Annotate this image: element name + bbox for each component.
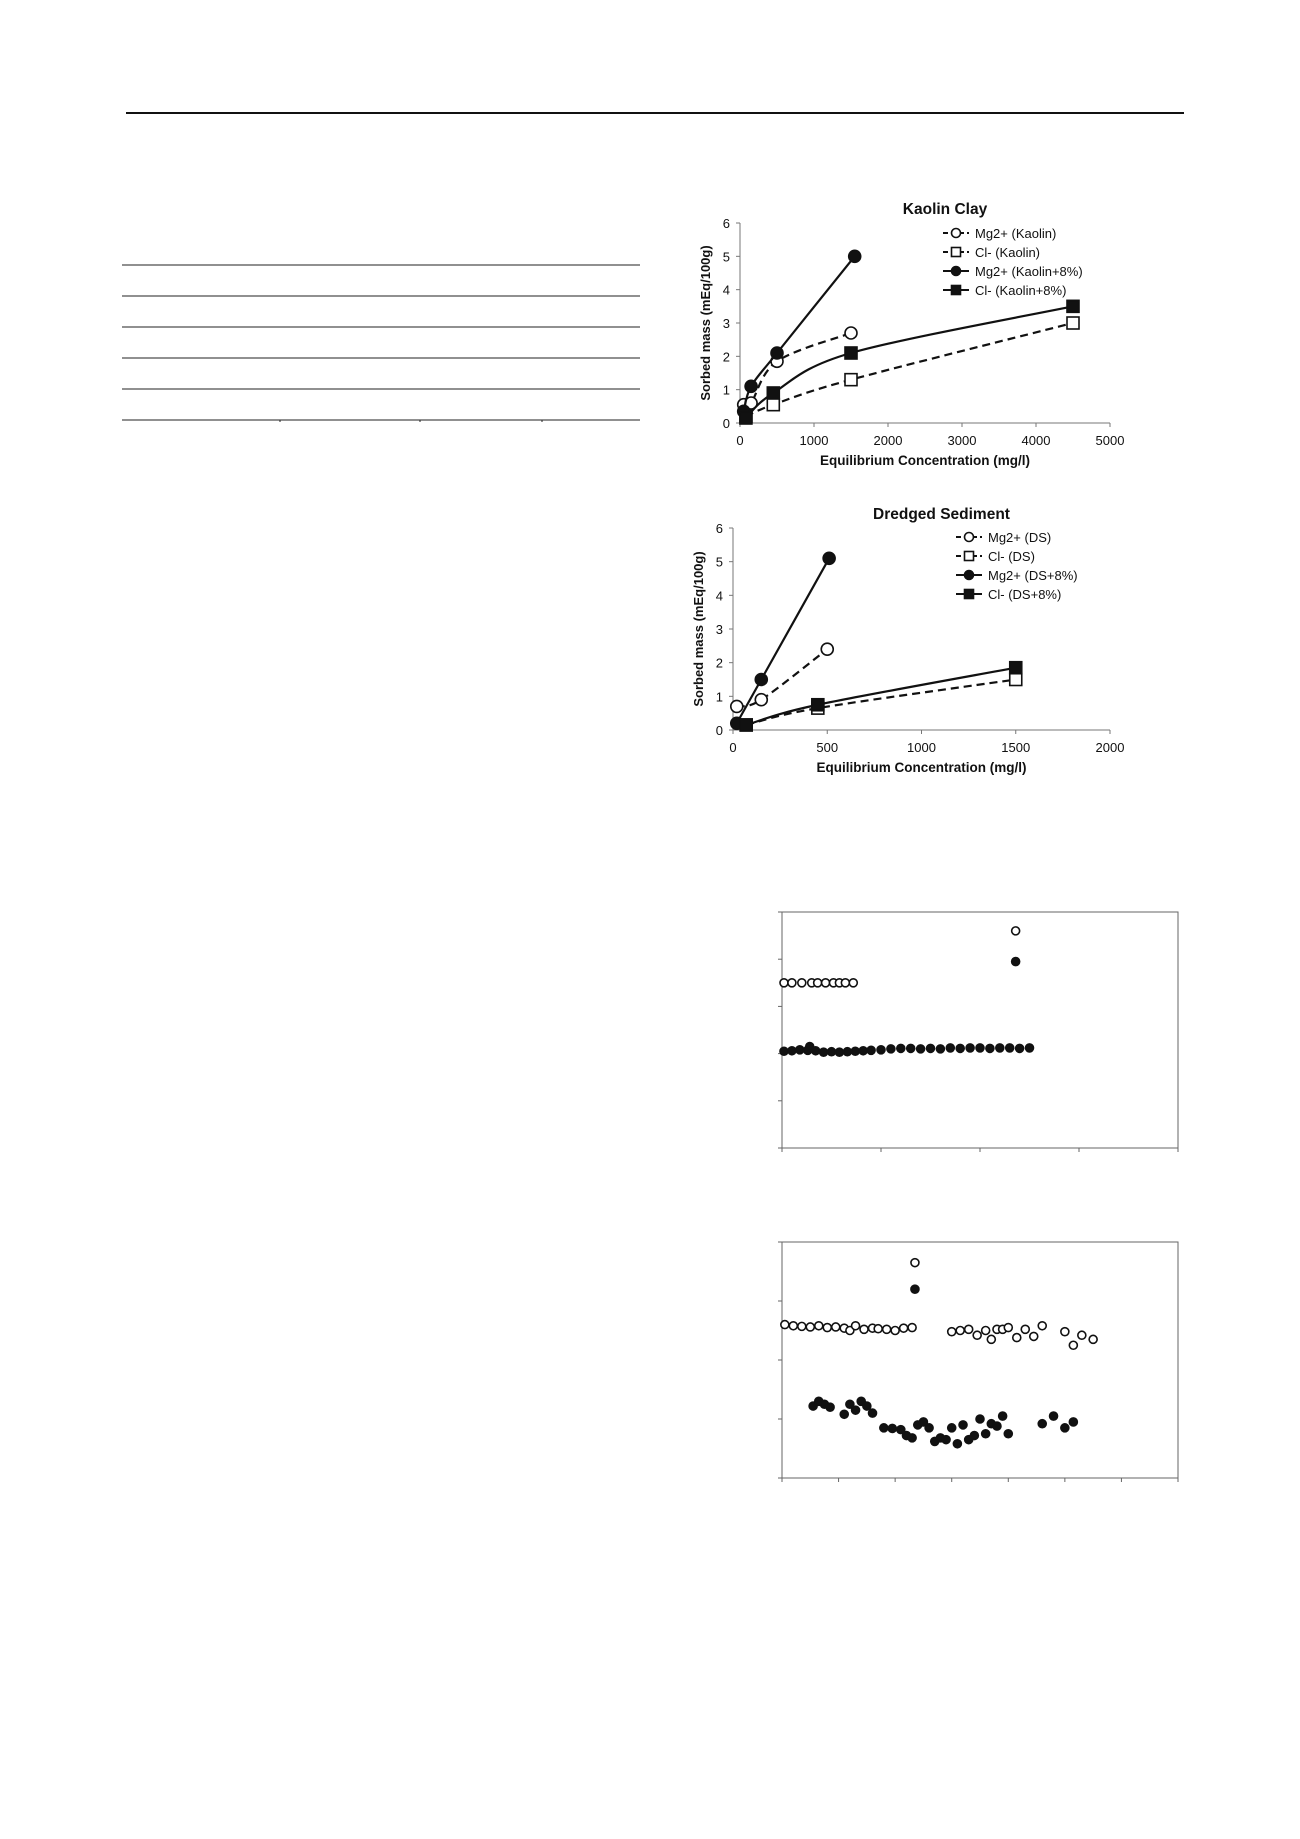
data-point-s2-3 (849, 250, 861, 262)
scatter-point-s0-17 (911, 1259, 919, 1267)
legend-label: Cl- (DS+8%) (988, 587, 1062, 602)
data-point-s3-3 (1067, 300, 1079, 312)
scatter-point-s0-22 (982, 1327, 990, 1335)
scatter-point-s0-14 (891, 1327, 899, 1335)
data-point-s3-1 (767, 387, 779, 399)
scatter-point-s0-28 (1021, 1325, 1029, 1333)
x-tick-label: 1000 (907, 740, 936, 755)
scatter-point-s0-12 (874, 1325, 882, 1333)
scatter-point-s1-22 (966, 1044, 974, 1052)
scatter-point-s1-15 (897, 1044, 905, 1052)
legend-swatch-marker (965, 590, 974, 599)
scatter-point-s0-33 (1078, 1331, 1086, 1339)
scatter-point-s0-5 (823, 1324, 831, 1332)
legend-label: Cl- (DS) (988, 549, 1035, 564)
scatter-point-s0-15 (900, 1324, 908, 1332)
data-point-s1-3 (1067, 317, 1079, 329)
data-point-s1-1 (767, 399, 779, 411)
scatter-point-s1-33 (1038, 1420, 1046, 1428)
series-line-2 (744, 256, 855, 411)
scatter-point-s0-4 (814, 979, 822, 987)
data-point-s0-2 (821, 643, 833, 655)
data-point-s3-0 (740, 719, 752, 731)
scatter-point-s1-29 (1026, 1044, 1034, 1052)
scatter-point-s1-18 (927, 1044, 935, 1052)
scatter-point-s1-27 (1012, 958, 1020, 966)
table-rule-lines (122, 263, 640, 423)
scatter-point-s0-10 (860, 1325, 868, 1333)
x-tick-label: 2000 (1095, 740, 1125, 755)
scatter-point-s0-5 (822, 979, 830, 987)
scatter-point-s1-23 (959, 1421, 967, 1429)
scatter-point-s1-17 (925, 1424, 933, 1432)
scatter-point-s0-20 (965, 1325, 973, 1333)
legend-label: Mg2+ (Kaolin+8%) (975, 264, 1083, 279)
scatter-point-s1-13 (877, 1046, 885, 1054)
scatter-point-s0-9 (852, 1322, 860, 1330)
scatter-point-s1-14 (908, 1434, 916, 1442)
legend-swatch-marker (952, 248, 961, 257)
y-tick-label: 1 (715, 689, 723, 705)
scatter-point-s0-27 (1013, 1334, 1021, 1342)
legend-swatch-marker (965, 571, 974, 580)
scatter-point-s1-4 (840, 1410, 848, 1418)
scatter-point-s1-27 (982, 1430, 990, 1438)
scatter-point-s1-21 (948, 1424, 956, 1432)
legend-label: Mg2+ (Kaolin) (975, 226, 1057, 241)
data-point-s1-2 (845, 374, 857, 386)
scatter-point-s0-34 (1089, 1335, 1097, 1343)
scatter-point-s1-0 (780, 1047, 788, 1055)
data-point-s0-1 (755, 694, 767, 706)
scatter-point-s0-9 (849, 979, 857, 987)
legend-swatch-marker (952, 286, 961, 295)
x-tick-label: 4000 (1021, 433, 1051, 448)
data-point-s3-2 (845, 347, 857, 359)
scatter-point-s1-19 (936, 1045, 944, 1053)
data-point-s2-1 (755, 674, 767, 686)
scatter-point-s0-30 (1038, 1322, 1046, 1330)
scatter-point-s0-0 (781, 1321, 789, 1329)
y-tick-label: 3 (715, 622, 723, 637)
scatter-point-s1-6 (820, 1048, 828, 1056)
y-tick-label: 6 (715, 521, 723, 536)
scatter-point-s1-9 (869, 1409, 877, 1417)
scatter-point-s1-11 (859, 1047, 867, 1055)
scatter-point-s1-21 (956, 1044, 964, 1052)
scatter-point-s1-2 (796, 1046, 804, 1054)
scatter-point-s0-21 (973, 1331, 981, 1339)
x-tick-label: 0 (729, 740, 737, 755)
scatter-point-s1-1 (788, 1047, 796, 1055)
scatter-point-s0-23 (987, 1335, 995, 1343)
legend-label: Cl- (Kaolin+8%) (975, 283, 1067, 298)
scatter-point-s1-20 (946, 1044, 954, 1052)
scatter-point-s1-12 (867, 1046, 875, 1054)
data-point-s3-2 (1010, 662, 1022, 674)
y-tick-label: 6 (722, 216, 730, 231)
x-tick-label: 5000 (1095, 433, 1125, 448)
x-tick-label: 1500 (1001, 740, 1031, 755)
scatter-point-s0-10 (1012, 927, 1020, 935)
legend-label: Mg2+ (DS+8%) (988, 568, 1078, 583)
x-tick-label: 500 (816, 740, 839, 755)
scatter-point-s1-26 (976, 1415, 984, 1423)
scatter-point-s1-16 (907, 1044, 915, 1052)
scatter-point-s0-26 (1004, 1324, 1012, 1332)
scatter-point-s1-35 (1061, 1424, 1069, 1432)
y-tick-label: 2 (715, 655, 723, 671)
scatter-point-s1-17 (917, 1045, 925, 1053)
legend-swatch-marker (965, 533, 974, 542)
y-axis-label: Sorbed mass (mEq/100g) (698, 245, 713, 401)
scatter-point-s1-9 (843, 1048, 851, 1056)
scatter-point-s1-3 (826, 1403, 834, 1411)
plot-frame (782, 912, 1178, 1148)
data-point-s0-3 (845, 327, 857, 339)
scatter-point-s1-23 (976, 1044, 984, 1052)
x-tick-label: 0 (736, 433, 744, 448)
scatter-point-s0-3 (806, 1323, 814, 1331)
data-point-s2-2 (771, 347, 783, 359)
y-tick-label: 4 (715, 588, 723, 604)
scatter-point-s1-14 (887, 1045, 895, 1053)
scatter-point-s0-1 (788, 979, 796, 987)
scatter-point-s1-29 (993, 1422, 1001, 1430)
scatter-point-s1-10 (880, 1424, 888, 1432)
x-tick-label: 1000 (799, 433, 829, 448)
scatter-point-s0-29 (1030, 1332, 1038, 1340)
legend-label: Cl- (Kaolin) (975, 245, 1041, 260)
scatter-point-s1-36 (1069, 1418, 1077, 1426)
scatter-point-s0-19 (956, 1327, 964, 1335)
x-tick-label: 2000 (873, 433, 903, 448)
y-tick-label: 0 (715, 723, 723, 738)
data-point-s3-0 (740, 412, 752, 424)
dredged-sediment-chart (688, 495, 1128, 785)
scatter-point-s1-28 (1016, 1044, 1024, 1052)
scatter-point-s1-5 (812, 1047, 820, 1055)
scatter-point-s1-25 (970, 1432, 978, 1440)
scatter-point-s1-31 (1004, 1430, 1012, 1438)
y-tick-label: 5 (715, 554, 723, 570)
y-tick-label: 4 (722, 282, 730, 298)
scatter-plot-lower (770, 1230, 1190, 1490)
y-axis-label: Sorbed mass (mEq/100g) (691, 551, 706, 707)
x-tick-label: 3000 (947, 433, 977, 448)
scatter-point-s1-11 (888, 1424, 896, 1432)
scatter-point-s1-20 (942, 1436, 950, 1444)
data-point-s1-2 (1010, 674, 1022, 686)
scatter-point-s0-16 (908, 1324, 916, 1332)
scatter-point-s1-24 (986, 1044, 994, 1052)
scatter-point-s0-6 (832, 1323, 840, 1331)
plot-frame (782, 1242, 1178, 1478)
scatter-point-s0-0 (780, 979, 788, 987)
legend-swatch-marker (952, 267, 961, 276)
y-tick-label: 0 (722, 416, 730, 431)
header-rule (126, 112, 1184, 114)
series-line-3 (746, 306, 1073, 418)
scatter-point-s1-30 (999, 1412, 1007, 1420)
series-line-3 (746, 668, 1016, 725)
scatter-point-s0-13 (883, 1325, 891, 1333)
scatter-point-s0-4 (815, 1322, 823, 1330)
scatter-point-s1-7 (828, 1048, 836, 1056)
legend-swatch-marker (952, 229, 961, 238)
scatter-point-s1-34 (1050, 1412, 1058, 1420)
scatter-point-s1-8 (863, 1402, 871, 1410)
y-tick-label: 1 (722, 382, 730, 398)
kaolin-clay-chart (688, 190, 1128, 478)
scatter-point-s0-2 (798, 1322, 806, 1330)
data-point-s2-2 (823, 552, 835, 564)
y-tick-label: 3 (722, 316, 730, 331)
scatter-point-s0-1 (789, 1322, 797, 1330)
chart-title: Dredged Sediment (873, 506, 1010, 523)
scatter-plot-upper (770, 900, 1190, 1160)
legend-swatch-marker (965, 552, 974, 561)
scatter-point-s1-26 (1006, 1044, 1014, 1052)
scatter-point-s0-18 (948, 1328, 956, 1336)
scatter-point-s1-10 (851, 1047, 859, 1055)
legend-label: Mg2+ (DS) (988, 530, 1052, 545)
scatter-point-s1-25 (996, 1044, 1004, 1052)
series-line-1 (746, 323, 1073, 416)
data-point-s2-1 (745, 380, 757, 392)
scatter-point-s1-8 (835, 1048, 843, 1056)
scatter-point-s0-8 (841, 979, 849, 987)
scatter-point-s1-22 (953, 1440, 961, 1448)
x-axis-label: Equilibrium Concentration (mg/l) (820, 453, 1030, 468)
data-point-s3-1 (812, 699, 824, 711)
scatter-point-s0-32 (1069, 1341, 1077, 1349)
data-point-s0-0 (731, 700, 743, 712)
scatter-point-s1-6 (852, 1406, 860, 1414)
x-axis-label: Equilibrium Concentration (mg/l) (816, 760, 1027, 775)
scatter-point-s1-32 (911, 1285, 919, 1293)
series-line-1 (746, 680, 1016, 725)
y-tick-label: 5 (722, 249, 730, 265)
chart-title: Kaolin Clay (902, 201, 988, 218)
scatter-point-s0-2 (798, 979, 806, 987)
scatter-point-s0-31 (1061, 1328, 1069, 1336)
y-tick-label: 2 (722, 349, 730, 365)
